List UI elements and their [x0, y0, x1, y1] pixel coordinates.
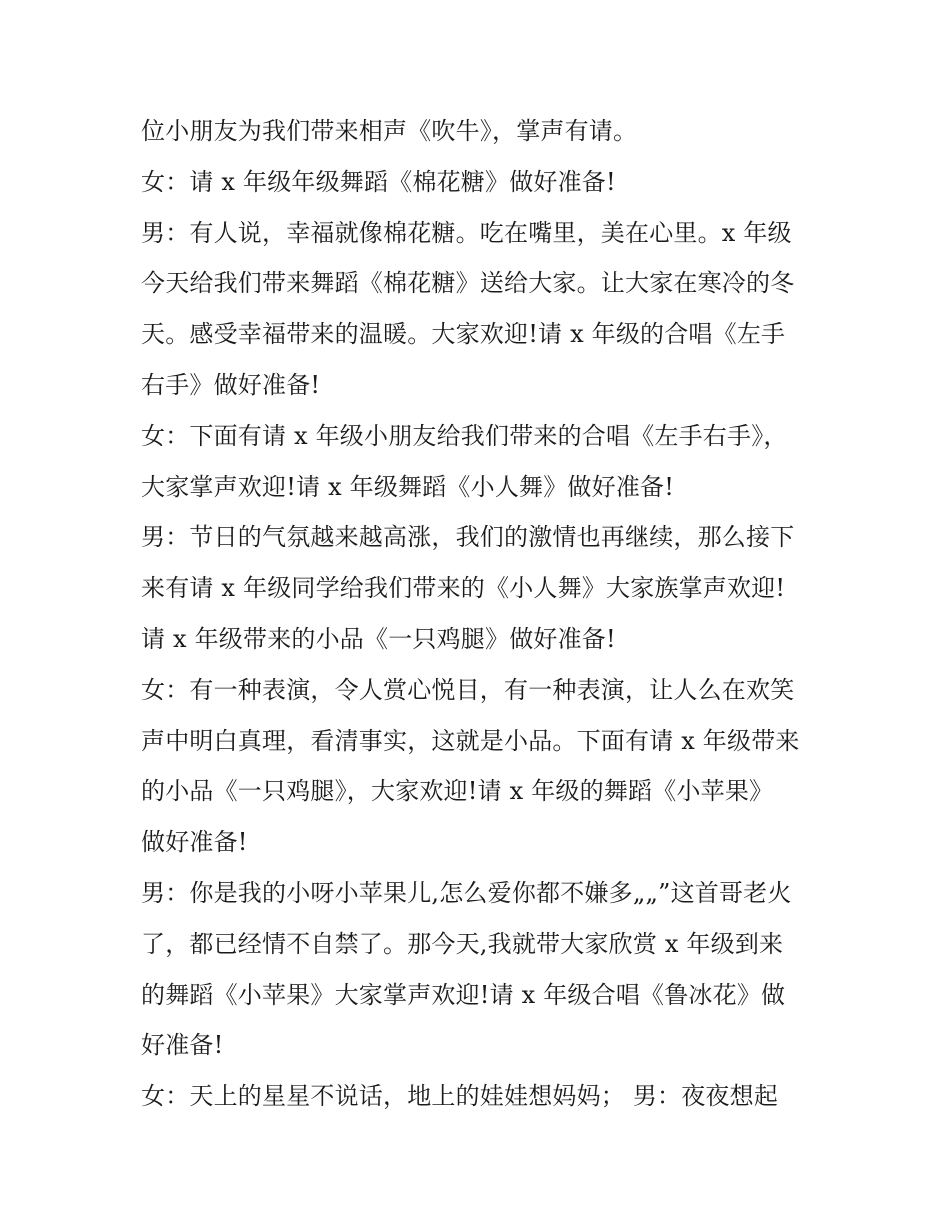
document-body — [141, 106, 821, 1122]
text-line: 女：天上的星星不说话，地上的娃娃想妈妈； 男：夜夜想起 — [141, 1082, 779, 1111]
text-line: 的小品《一只鸡腿》，大家欢迎!请 x 年级的舞蹈《小苹果》 — [141, 777, 774, 806]
text-line: 男：你是我的小呀小苹果儿,怎么爱你都不嫌多„„”这首哥老火 — [141, 878, 792, 907]
text-line: 好准备! — [141, 1031, 224, 1060]
text-line: 的舞蹈《小苹果》大家掌声欢迎!请 x 年级合唱《鲁冰花》做 — [141, 980, 786, 1009]
text-line: 男：有人说，幸福就像棉花糖。吃在嘴里，美在心里。x 年级 — [141, 218, 792, 247]
text-line: 做好准备! — [141, 828, 248, 857]
text-line: 位小朋友为我们带来相声《吹牛》，掌声有请。 — [141, 117, 638, 145]
text-line: 了，都已经情不自禁了。那今天,我就带大家欣赏 x 年级到来 — [141, 929, 784, 958]
text-line: 来有请 x 年级同学给我们带来的《小人舞》大家族掌声欢迎! — [141, 574, 786, 603]
text-line: 女：下面有请 x 年级小朋友给我们带来的合唱《左手右手》， — [141, 421, 788, 450]
text-line: 女：请 x 年级年级舞蹈《棉花糖》做好准备! — [141, 167, 616, 196]
text-line: 男：节日的气氛越来越高涨，我们的激情也再继续，那么接下 — [141, 523, 795, 552]
text-line: 声中明白真理，看清事实，这就是小品。下面有请 x 年级带来 — [141, 726, 800, 755]
text-line: 女：有一种表演，令人赏心悦目，有一种表演，让人么在欢笑 — [141, 675, 795, 704]
text-line: 请 x 年级带来的小品《一只鸡腿》做好准备! — [141, 624, 616, 653]
text-line: 右手》做好准备! — [141, 370, 321, 399]
text-line: 大家掌声欢迎!请 x 年级舞蹈《小人舞》做好准备! — [141, 472, 675, 501]
text-line: 天。感受幸福带来的温暖。大家欢迎!请 x 年级的合唱《左手 — [141, 320, 786, 349]
text-line: 今天给我们带来舞蹈《棉花糖》送给大家。让大家在寒冷的冬 — [141, 269, 795, 298]
